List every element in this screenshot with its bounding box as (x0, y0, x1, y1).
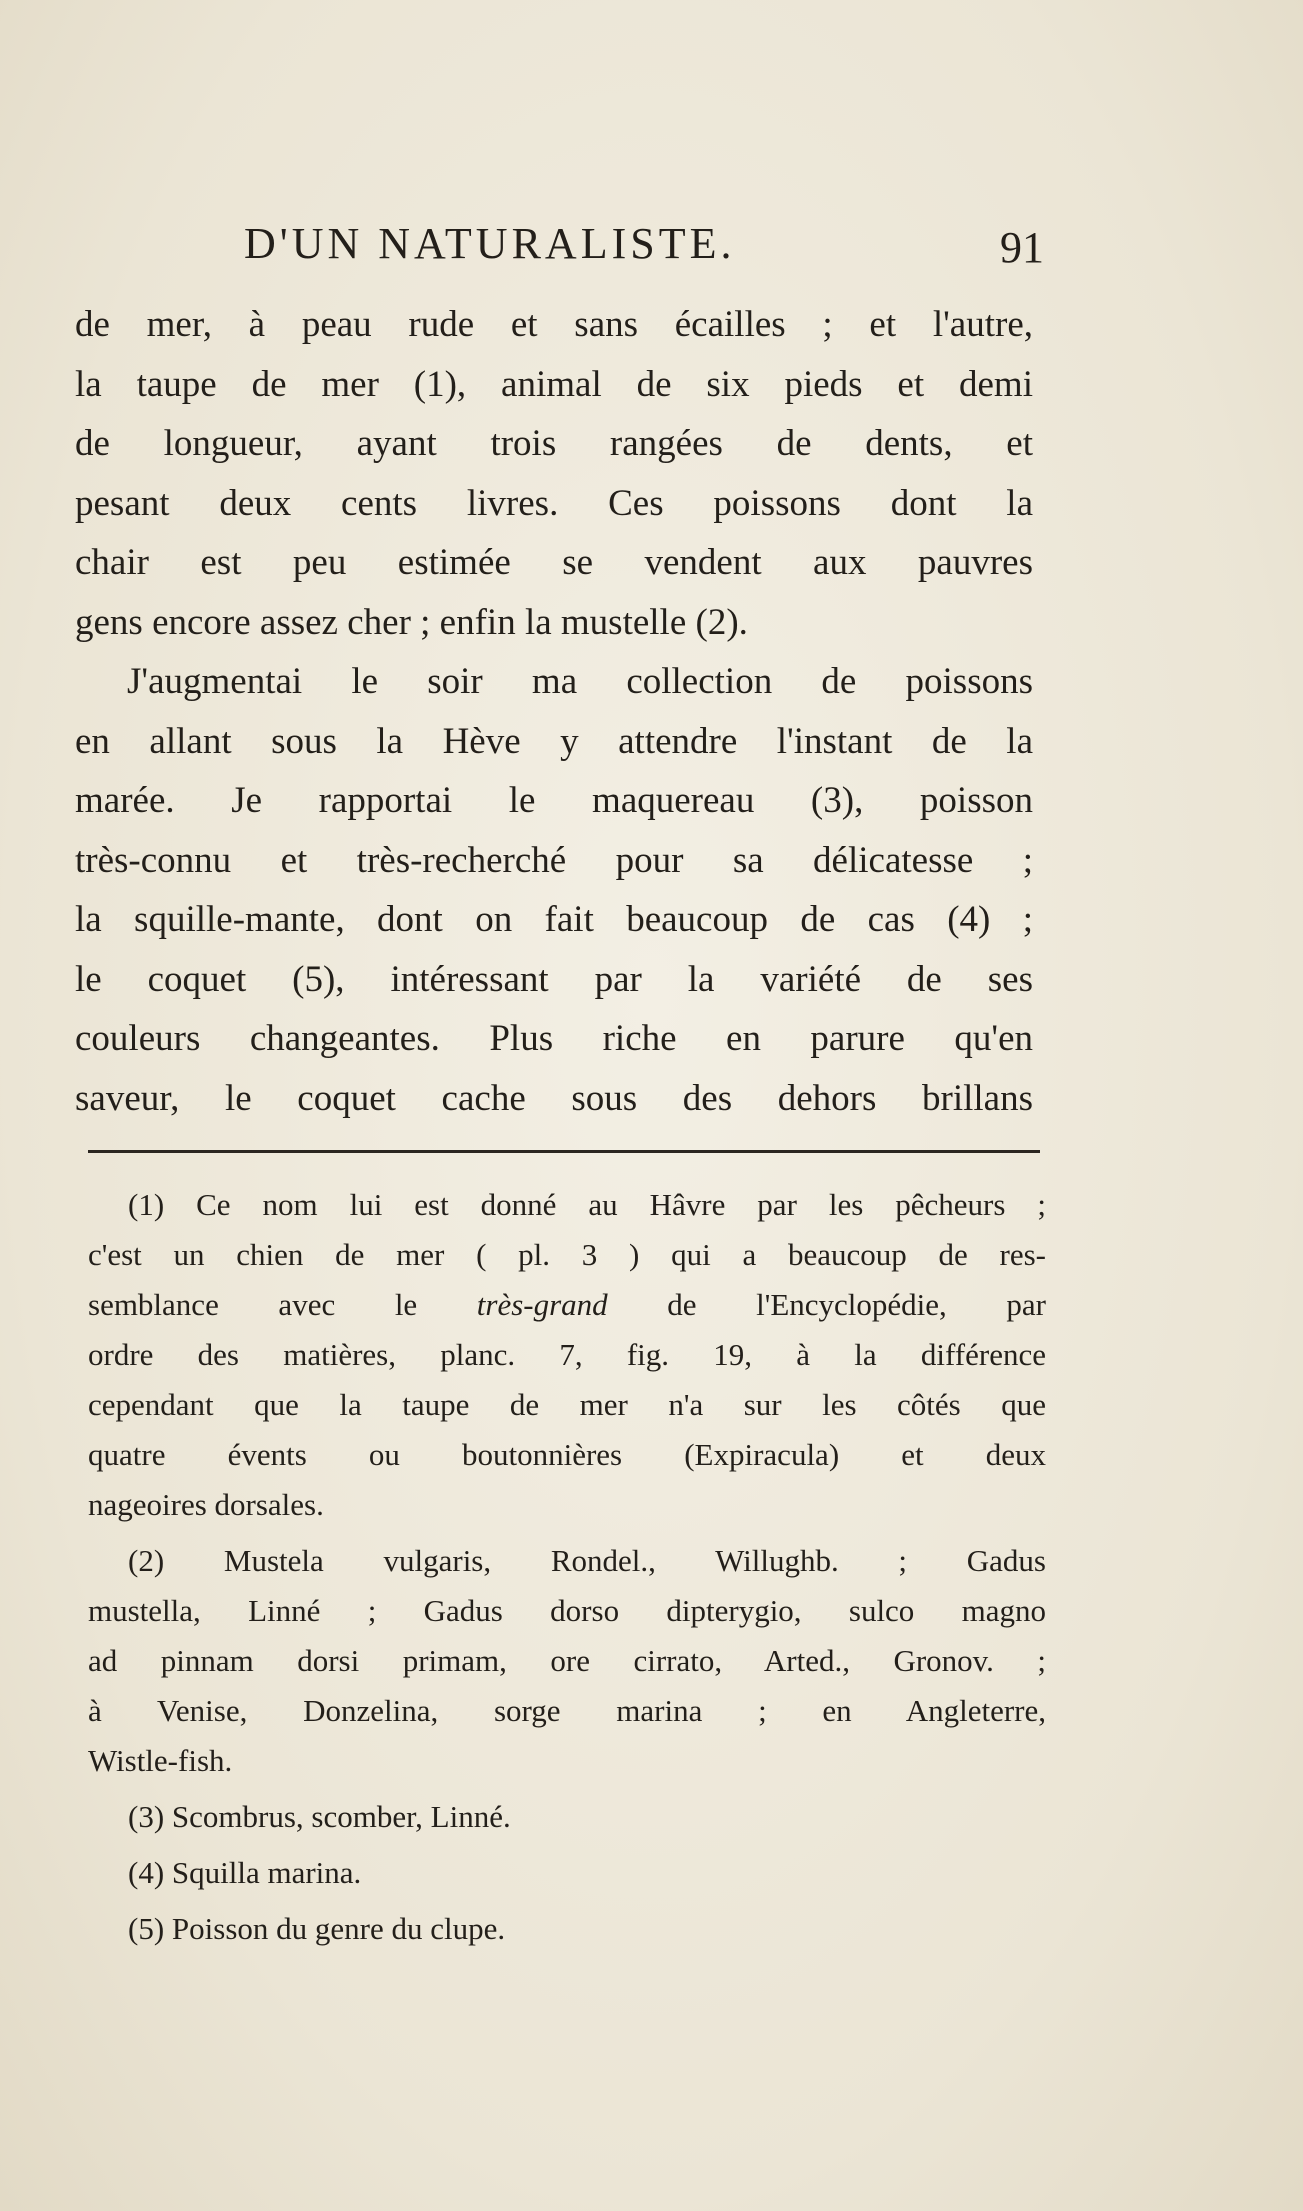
text-line: couleurs changeantes. Plus riche en parure qu'en (75, 1018, 1033, 1059)
footnote-divider (88, 1150, 1040, 1153)
text-line: pesant deux cents livres. Ces poissons dont la (75, 482, 1033, 524)
footnote-line: ad pinnam dorsi primam, ore cirrato, Arted., Gronov. ; (88, 1643, 1046, 1678)
text-line: marée. Je rapportai le maquereau (3), poisson (75, 780, 1033, 821)
footnote-1 (88, 1180, 1046, 1530)
footnote-line (88, 1280, 1046, 1330)
text-line: gens encore assez cher ; enfin la mustelle (2). (75, 601, 748, 643)
main-text (75, 295, 1033, 1128)
text-line: en allant sous la Hève y attendre l'instant de la (75, 720, 1033, 762)
footnote-italic-term: très-grand (476, 1287, 608, 1322)
text-line: le coquet (5), intéressant par la variété de ses (75, 958, 1033, 1000)
page-number: 91 (1000, 223, 1044, 272)
text-line: J'augmentai le soir ma collection de poissons (127, 661, 1033, 702)
footnote-line: nageoires dorsales. (88, 1487, 324, 1522)
footnotes (88, 1180, 1046, 1960)
running-title: D'UN NATURALISTE. (244, 219, 736, 268)
text-line: chair est peu estimée se vendent aux pauvres (75, 542, 1033, 583)
footnote-5: (5) Poisson du genre du clupe. (128, 1911, 506, 1946)
text-line: la squille-mante, dont on fait beaucoup de cas (4) ; (75, 899, 1033, 940)
text-line: de longueur, ayant trois rangées de dents, et (75, 423, 1033, 464)
footnote-line: quatre évents ou boutonnières (Expiracula) et deux (88, 1437, 1046, 1472)
footnote-line: (1) Ce nom lui est donné au Hâvre par les pêcheurs ; (128, 1187, 1046, 1222)
footnote-line: Wistle-fish. (88, 1743, 233, 1778)
footnote-text: de l'Encyclopédie, par (607, 1287, 1046, 1322)
footnote-line: mustella, Linné ; Gadus dorso dipterygio, sulco magno (88, 1593, 1046, 1628)
page-header (244, 218, 1044, 278)
footnote-2 (88, 1536, 1046, 1786)
text-line: saveur, le coquet cache sous des dehors brillans (75, 1077, 1033, 1119)
text-line: très-connu et très-recherché pour sa délicatesse ; (75, 839, 1033, 881)
footnote-3: (3) Scombrus, scomber, Linné. (128, 1799, 511, 1834)
footnote-text: semblance avec le (88, 1287, 477, 1322)
footnote-line: c'est un chien de mer ( pl. 3 ) qui a beaucoup de res- (88, 1237, 1046, 1272)
footnote-line: cependant que la taupe de mer n'a sur les côtés que (88, 1387, 1046, 1422)
footnote-line: ordre des matières, planc. 7, fig. 19, à la différence (88, 1337, 1046, 1372)
paragraph-2 (75, 652, 1033, 1128)
text-line: la taupe de mer (1), animal de six pieds et demi (75, 363, 1033, 405)
footnote-4: (4) Squilla marina. (128, 1855, 362, 1890)
text-line: de mer, à peau rude et sans écailles ; et l'autre, (75, 304, 1033, 345)
footnote-line: (2) Mustela vulgaris, Rondel., Willughb. ; Gadus (128, 1543, 1046, 1578)
footnote-line: à Venise, Donzelina, sorge marina ; en Angleterre, (88, 1693, 1046, 1728)
paragraph-1 (75, 295, 1033, 652)
